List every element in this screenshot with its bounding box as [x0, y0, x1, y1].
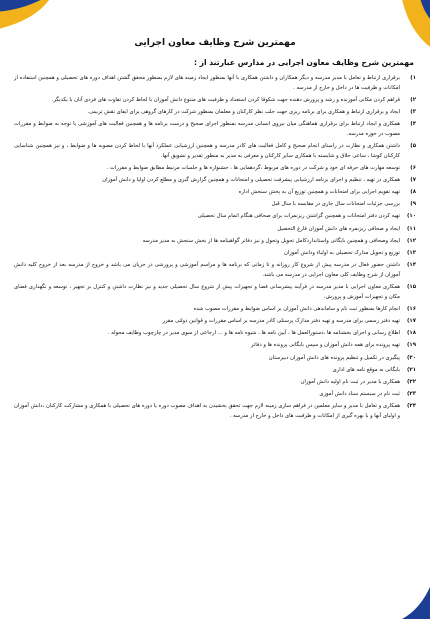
- list-item: [14, 74, 416, 93]
- list-item: [14, 329, 416, 339]
- list-item: [14, 305, 416, 315]
- list-item: [14, 142, 416, 161]
- item-number: ۱۱): [406, 225, 416, 232]
- list-item: [14, 341, 416, 351]
- item-text: تهیه پرونده برای همه دانش آموزان و سپس بایگانی پرونده ها و دفاتر: [250, 342, 400, 349]
- item-number: ۶): [410, 164, 416, 171]
- item-text: انجام کارها بمنظور ثبت نام و ساماندهی دانش آموزان بر اساس ضوابط و مقررات مصوب شده: [193, 305, 400, 312]
- item-number: ۱): [410, 75, 416, 81]
- item-number: ۳): [410, 108, 416, 115]
- list-item: [14, 402, 416, 421]
- item-number: ۱۴): [406, 262, 416, 269]
- list-item: [14, 212, 416, 222]
- list-item: [14, 354, 416, 364]
- list-item: [14, 164, 416, 174]
- item-text: داشتن حضور فعال در مدرسه پیش از شروع کار روزانه و تا زمانی که برنامه ها و مراسم آموزشی و پرورشی در جریان می باشد و خروج از مدرسه بعد از خروج کلیه دانش آموزان از شرح وظایف کلی معاون اجرایی در مدرسه می باشد.: [14, 262, 400, 278]
- item-number: ۲۲): [406, 378, 416, 385]
- list-item: [14, 200, 416, 210]
- item-number: ۱۷): [406, 317, 416, 324]
- item-number: ۱۲): [406, 237, 416, 244]
- item-text: توسعه مهارت های حرفه ای خود و شرکت در دوره های مربوط ،گردهمایی ها ، جشنواره ها و جلسات مرتبط مطابق ضوابط و مقررات .: [106, 164, 400, 171]
- item-number: ۲۰): [406, 354, 416, 361]
- item-number: ۱۶): [406, 305, 416, 312]
- item-text: ایجاد وصحافی و همچنین بایگانی واستانداردکامل تحویل وتحول و نیز دفاتر گواهینامه ها از بخش سنجش به مدیر مدرسه: [142, 237, 400, 244]
- item-number: ۲): [410, 96, 416, 103]
- item-number: ۱۹): [406, 342, 416, 349]
- list-item: [14, 390, 416, 400]
- list-item: [14, 237, 416, 247]
- item-number: ۱۵): [406, 284, 416, 290]
- item-text: ثبت نام در سیستم سناد دانش آموزی: [319, 391, 400, 398]
- list-item: [14, 249, 416, 259]
- item-text: بایگانی به موقع نامه های اداری: [332, 366, 400, 373]
- list-item: [14, 225, 416, 235]
- list-item: [14, 188, 416, 198]
- item-number: ۹): [410, 201, 416, 208]
- item-number: ۲۱): [406, 366, 416, 373]
- item-text: پیگیری در تکمیل و تنظیم پرونده های دانش آموزان دبیرستان: [268, 354, 400, 361]
- item-text: همکاری و ایجاد ارتباط برای برقراری هماهنگی میان نیروی انسانی مدرسه بمنظور اجرای صحیح و درست برنامه ها و همچنین فعالیت های آموزشی با توجه به ضوابط و مقررات مصوب در حوزه مدرسه.: [14, 121, 400, 137]
- list-item: [14, 176, 416, 186]
- list-item: [14, 120, 416, 139]
- list-item: [14, 96, 416, 106]
- item-text: ایجاد و صحافی ریزنمره های دانش آموزان فارغ التحصیل: [277, 225, 400, 232]
- item-number: ۱۸): [406, 330, 416, 337]
- item-text: همکاری در تهیه ، تنظیم و اجرای برنامه ارزشیابی پیشرفت تحصیلی و امتحانات و همچنین گزارش گیری و مطلع کردن اولیا و دانش آموزان: [102, 176, 400, 183]
- document-title: مهمترین شرح وظایف معاون اجرایی: [134, 38, 296, 48]
- item-text: همکاری معاون اجرایی با مدیر مدرسه در فرآیند پیشرسانی فضا و تجهیزات پیش از شروع سال تحصیلی جدید و نیز نظارت داشتن و کنترل بر تجهیز ، توسعه و نگهداری فضای مکان و تجهیزات آموزش و پرورش.: [14, 284, 400, 300]
- item-text: بررسی جزئیات امتحانات سال جاری در مقایسه با سال قبل: [271, 201, 400, 208]
- item-number: ۱۰): [406, 213, 416, 220]
- item-text: تهیه کردن دفتر امتحانات و همچنین گزاشتن ریزنمرات برای صحافی هنگام اتمام سال تحصیلی: [197, 213, 400, 220]
- item-text: همکاری و تعامل با مدیر و سایر معلمین در فراهم سازی زمینه لازم جهت تحقق بخشیدن به اهداف مصوب دوره یا دوره های تحصیلی با همکاری و مشارکت کارکنان ،دانش آموزان و اولیای آنها و با بهره گیری از امکانات و ظرفیت های داخل و خارج از مدرسه .: [14, 403, 400, 419]
- list-item: [14, 283, 416, 302]
- item-text: تهیه تقویم اجرایی برای امتحانات و همچنین توزیع آن به پخش سنجش اداره: [238, 189, 400, 196]
- list-item: [14, 108, 416, 118]
- item-text: تهیه دفتر رسمی برای مدرسه و تهیه دفتر مدارک پرسنلی کادر مدرسه بر اساس مقررات و قوانین دولتی مقرر: [162, 317, 400, 324]
- item-text: توزیع و تحویل مدارک تحصیلی به اولیاء ودانش آموزان: [283, 250, 400, 257]
- item-text: اطلاع رسانی و اجرای بخشنامه ها ،دستورالعمل ها ، آیین نامه ها ، شیوه نامه ها و ... ارجاعی از سوی مدیر در چارچوب وظایف محوله .: [107, 330, 400, 337]
- document-subtitle: مهمترین شرح وظایف معاون اجرایی در مدارس عبارتند از :: [193, 58, 414, 67]
- item-number: ۷): [410, 176, 416, 183]
- list-item: [14, 366, 416, 376]
- item-number: ۲۴): [406, 403, 416, 410]
- document-page: [14, 38, 416, 603]
- list-item: [14, 261, 416, 280]
- list-item: [14, 378, 416, 388]
- item-number: ۸): [410, 189, 416, 196]
- duties-list: [14, 74, 416, 421]
- item-number: ۲۳): [406, 391, 416, 398]
- corner-decoration-top-left: [0, 0, 74, 34]
- item-text: داشتن همکاری و نظارت در راستای انجام صحیح و کامل فعالیت های کادر مدرسه و همچنین ارزشیابی عملکرد آنها با لحاظ کردن مصوبه ها و ضوابط ، و نیز همچنین شناسایی کارکنان کوشا ، ساعی خلاق و شایسته با همکاری سایر کارکنان و معرفی به مدیر به منظور تقدیر و تشویق آنها.: [14, 142, 400, 159]
- item-number: ۵): [410, 142, 416, 149]
- item-number: ۴): [410, 121, 416, 128]
- item-number: ۱۳): [406, 250, 416, 257]
- item-text: برقراری ارتباط و تعامل با مدیر مدرسه و دیگر همکاران و داشتن همکاری با آنها بمنظور ایجاد زمینه های لازم بمنظور محقق گشتن اهداف دوره های تحصیلی و همچنین استفاده از امکانات و ظرفیت ها در داخل و خارج از مدرسه .: [14, 75, 400, 91]
- item-text: فراهم کردن مکانی آموزنده و رشد و پرورش دهنده جهت شکوفا کردن استعداد و ظرفیت های متنوع دانش آموزان با لحاظ کردن تفاوت های فردی آنان با یکدیگر.: [51, 96, 400, 103]
- item-text: ایجاد و برقراری ارتباط و همکاری برای برنامه ریزی جهت جلب نظر کارکنان و معلمان بمنظور شرکت در کارهای گروهی برای ایفای نقش تربیتی.: [87, 108, 400, 115]
- item-text: همکاری با مدیر در ثبت نام اولیه دانش آموزان: [300, 378, 400, 385]
- list-item: [14, 317, 416, 327]
